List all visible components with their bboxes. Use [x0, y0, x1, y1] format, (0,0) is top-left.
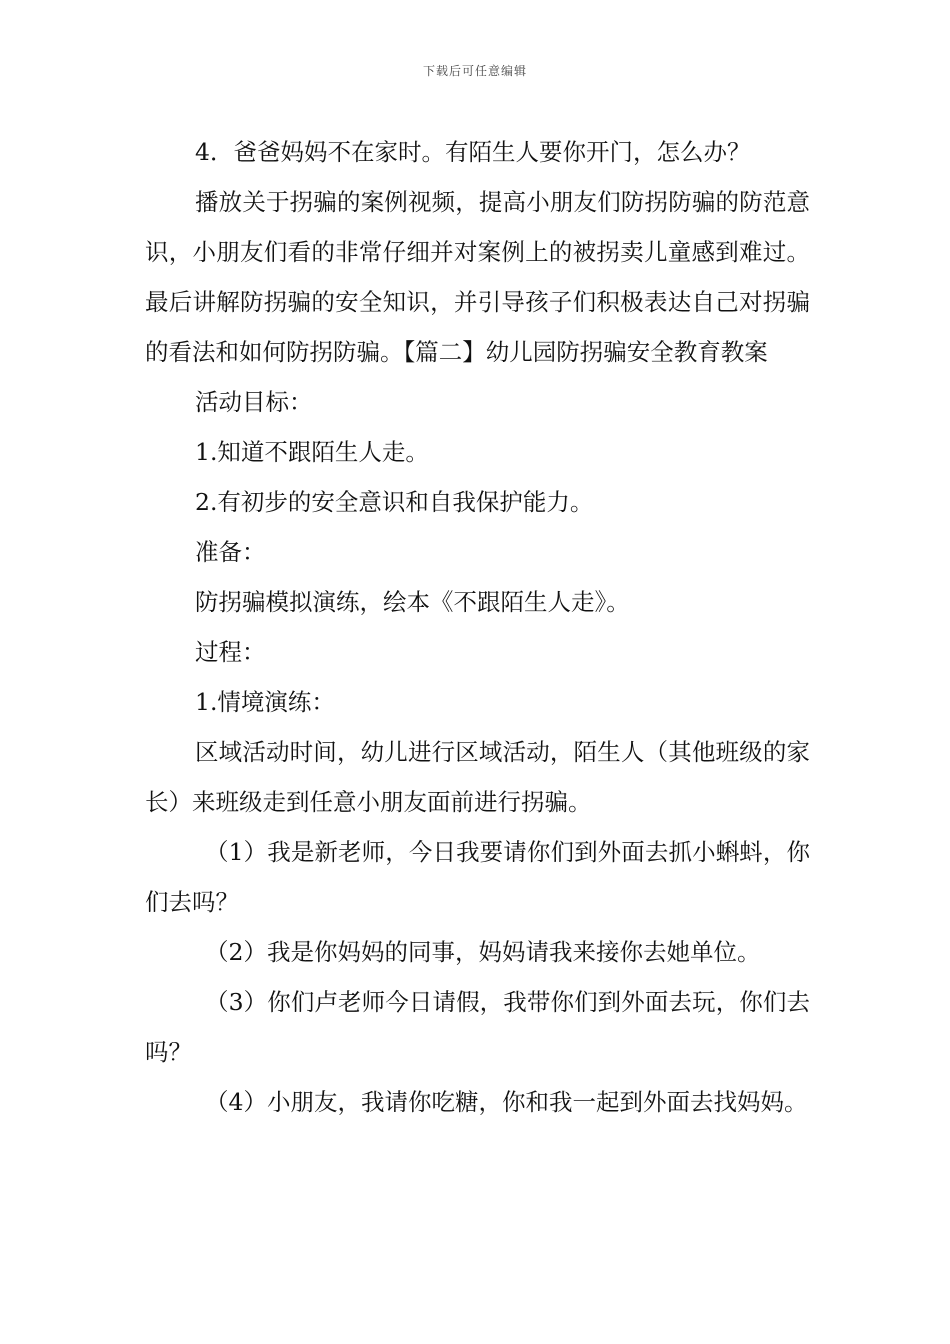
paragraph-scenario-description: 区域活动时间，幼儿进行区域活动，陌生人（其他班级的家长）来班级走到任意小朋友面前进行拐骗。 — [145, 738, 810, 816]
paragraph-question-4: 4．爸爸妈妈不在家时。有陌生人要你开门，怎么办？ — [195, 138, 751, 166]
list-item-goal-1: 1.知道不跟陌生人走。 — [195, 438, 429, 466]
page-header: 下载后可任意编辑 — [422, 64, 527, 78]
document-body — [145, 127, 810, 1127]
paragraph-video-summary: 播放关于拐骗的案例视频，提高小朋友们防拐防骗的防范意识，小朋友们看的非常仔细并对案例上的被拐卖儿童感到难过。最后讲解防拐骗的安全知识，并引导孩子们积极表达自己对拐骗的看法和如何防拐防骗。【篇二】幼儿园防拐骗安全教育教案 — [145, 188, 810, 366]
heading-preparation: 准备： — [195, 538, 266, 566]
list-item-scenario-4: （4）小朋友，我请你吃糖，你和我一起到外面去找妈妈。 — [205, 1088, 808, 1116]
list-item-scenario-3: （3）你们卢老师今日请假，我带你们到外面去玩，你们去吗？ — [145, 988, 810, 1066]
list-item-scenario-2: （2）我是你妈妈的同事，妈妈请我来接你去她单位。 — [205, 938, 761, 966]
heading-scenario-drill: 1.情境演练： — [195, 688, 335, 716]
heading-process: 过程： — [195, 638, 266, 666]
list-item-scenario-1: （1）我是新老师，今日我要请你们到外面去抓小蝌蚪，你们去吗？ — [145, 838, 810, 916]
list-item-goal-2: 2.有初步的安全意识和自我保护能力。 — [195, 488, 594, 516]
paragraph-preparation: 防拐骗模拟演练，绘本《不跟陌生人走》。 — [195, 588, 630, 616]
heading-activity-goals: 活动目标： — [195, 388, 313, 416]
